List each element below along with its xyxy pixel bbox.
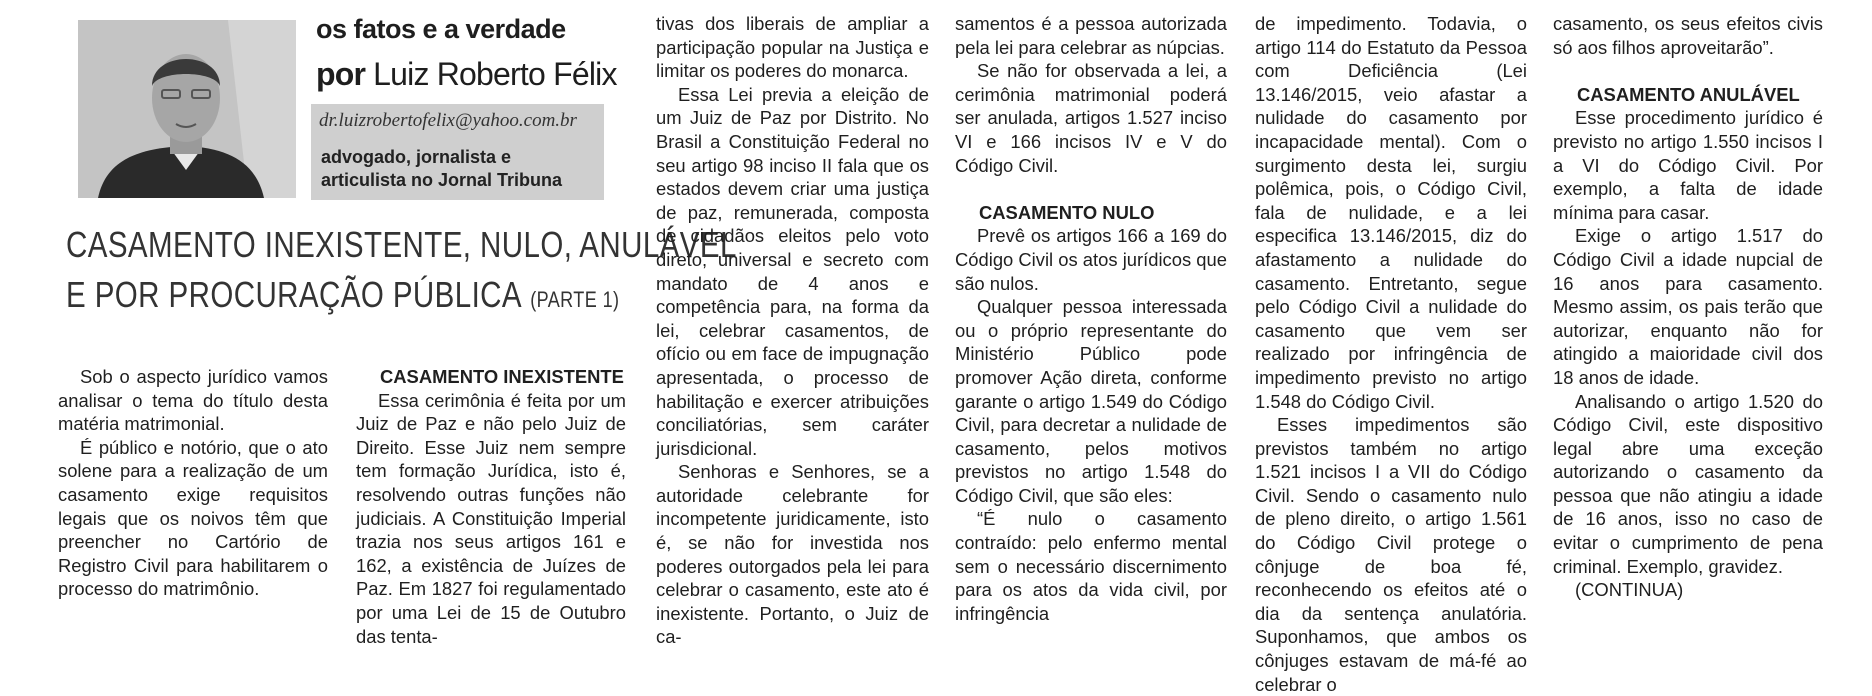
col2-paragraph: Essa cerimônia é feita por um Juiz de Paz e não pelo Juiz de Direito. Esse Juiz nem sempre tem formação Jurídica, isto é, resolvendo outras funções não judiciais. A Constituição Imperial trazia nos seus artigos 161 e 162, a existência de Juízes de Paz. Em 1827 foi regulamentado por uma Lei de 15 de Outubro das tenta-: [356, 389, 626, 647]
column-name: os fatos e a verdade: [316, 14, 566, 44]
col5-paragraph: Esses impedimentos são previstos também no artigo 1.521 incisos I a VII do Código Civil. Sendo o casamento nulo de pleno direito, o artigo 1.561 do Código Civil protege o cônjuge de boa fé, reconhecendo os efeitos até o dia da sentença anulatória. Suponhamos, que ambos os cônjuges estavam de má-fé ao celebrar o: [1255, 414, 1527, 695]
column-5: [1255, 12, 1527, 696]
author-email: dr.luizrobertofelix@yahoo.com.br: [319, 110, 577, 131]
headline-line-1: CASAMENTO INEXISTENTE, NULO, ANULÁVEL: [66, 224, 737, 265]
section-heading: CASAMENTO ANULÁVEL: [1577, 83, 1800, 105]
byline-por: por: [316, 56, 366, 92]
section-heading: CASAMENTO INEXISTENTE: [380, 366, 624, 387]
col3-paragraph: tivas dos liberais de ampliar a participação popular na Justiça e limitar os poderes do monarca.: [656, 13, 929, 82]
col1-paragraph: É público e notório, que o ato solene para a realização de um casamento exige requisitos legais que os noivos têm que preencher no Cartório de Registro Civil para habilitarem o processo do matrimônio.: [58, 436, 328, 600]
author-info-box: [311, 104, 604, 200]
section-heading: CASAMENTO NULO: [979, 201, 1155, 223]
column-6: [1553, 12, 1823, 602]
col4-paragraph: Qualquer pessoa interessada ou o próprio representante do Ministério Público pode promover Ação direta, conforme garante o artigo 1.549 do Código Civil, para decretar a nulidade de casamento, pelos motivos previstos no artigo 1.548 do Código Civil, que são eles:: [955, 296, 1227, 506]
col1-paragraph: Sob o aspecto jurídico vamos analisar o tema do título desta matéria matrimonial.: [58, 366, 328, 435]
author-role: advogado, jornalista e articulista no Jornal Tribuna: [321, 147, 563, 190]
section-spacer: [955, 177, 1227, 201]
col4-paragraph: Prevê os artigos 166 a 169 do Código Civil os atos jurídicos que são nulos.: [955, 225, 1227, 294]
headline-line-2: [66, 270, 620, 325]
col6-paragraph: Analisando o artigo 1.520 do Código Civil, este dispositivo legal abre uma exceção autorizando o casamento da pessoa que não atingiu a idade de 16 anos, isso no caso de evitar o cumprimento de pena criminal. Exemplo, gravidez.: [1553, 390, 1823, 577]
col4-paragraph: “É nulo o casamento contraído: pelo enfermo mental sem o necessário discernimento para os atos da vida civil, por infringência: [955, 508, 1227, 624]
col3-paragraph: Senhoras e Senhores, se a autoridade celebrante for incompetente juridicamente, isto é, se não for investida nos poderes outorgados pela lei para celebrar o casamento, este ato é inexistente. Portanto, o Juiz de ca-: [656, 461, 929, 648]
col6-paragraph: Esse procedimento jurídico é previsto no artigo 1.550 incisos I a VI do Código Civil. Por exemplo, a falta de idade mínima para casar.: [1553, 107, 1823, 223]
headline-part: (PARTE 1): [530, 287, 620, 312]
col6-paragraph: Exige o artigo 1.517 do Código Civil a idade nupcial de 16 anos para casamento. Mesmo assim, os pais terão que autorizar, enquanto não for atingido a maioridade civil dos 18 anos de idade.: [1553, 225, 1823, 388]
author-photo: [78, 20, 296, 198]
headline-line-2-text: E POR PROCURAÇÃO PÚBLICA: [66, 274, 523, 315]
col4-paragraph: Se não for observada a lei, a cerimônia matrimonial poderá ser anulada, artigos 1.527 inciso VI e 166 incisos IV e V do Código Civil.: [955, 60, 1227, 176]
col3-paragraph: Essa Lei previa a eleição de um Juiz de Paz por Distrito. No Brasil a Constituição Federal no seu artigo 98 inciso II fala que os estados devem criar uma justiça de paz, remunerada, composta de cidadãos eleitos pelo voto direto, universal e secreto com mandato de 4 anos e competência para, na forma da lei, celebrar casamentos, de ofício ou em face de impugnação apresentada, o processo de habilitação e exercer atribuições conciliatórias, sem caráter jurisdicional.: [656, 83, 929, 459]
column-1: [58, 365, 328, 601]
column-4: [955, 12, 1227, 625]
author-name: Luiz Roberto Félix: [373, 56, 617, 92]
section-spacer: [1553, 59, 1823, 83]
col4-paragraph: samentos é a pessoa autorizada pela lei para celebrar as núpcias.: [955, 13, 1227, 58]
column-2: [356, 365, 626, 648]
col5-paragraph: de impedimento. Todavia, o artigo 114 do Estatuto da Pessoa com Deficiência (Lei 13.146/2015, veio afastar a nulidade do casamento por incapacidade mental). Com o surgimento desta lei, surgiu polêmica, pois, o Código Civil, fala de nulidade, e a lei especifica 13.146/2015, diz do afastamento a nulidade do casamento. Entretanto, segue pelo Código Civil a nulidade do casamento que vem ser realizado por infringência de impedimento previsto no artigo 1.548 do Código Civil.: [1255, 13, 1527, 412]
column-3: [656, 12, 929, 649]
col6-paragraph: casamento, os seus efeitos civis só aos filhos aproveitarão”.: [1553, 13, 1823, 58]
article-headline: [66, 220, 737, 325]
author-byline: [316, 56, 617, 93]
continued-marker: (CONTINUA): [1575, 579, 1684, 601]
